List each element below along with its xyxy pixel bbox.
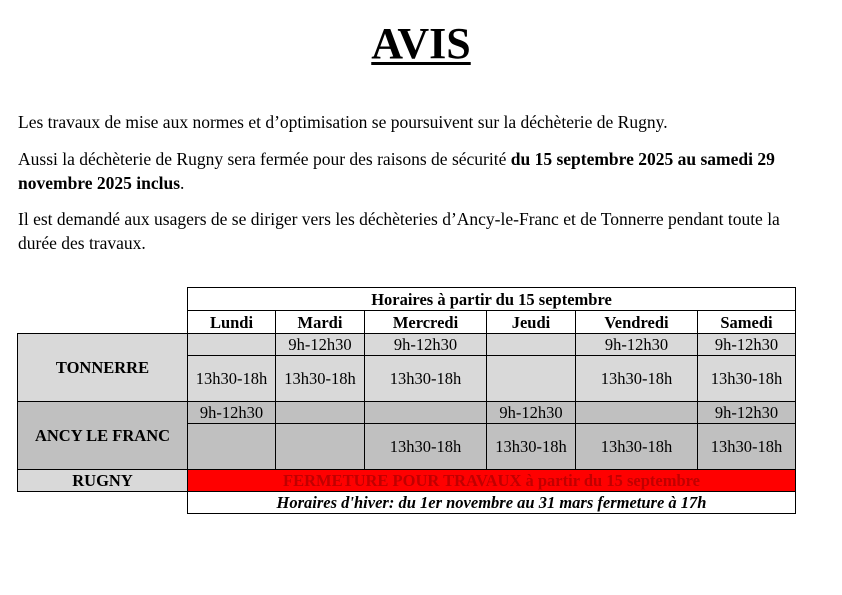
tonnerre-afternoon-vendredi: 13h30-18h: [576, 356, 698, 402]
page-title: AVIS: [371, 19, 471, 68]
day-mardi: Mardi: [276, 311, 365, 334]
tonnerre-morning-samedi: 9h-12h30: [698, 334, 796, 356]
ancy-afternoon-jeudi: 13h30-18h: [487, 424, 576, 470]
ancy-afternoon-mardi: [276, 424, 365, 470]
day-jeudi: Jeudi: [487, 311, 576, 334]
ancy-morning-lundi: 9h-12h30: [188, 402, 276, 424]
tonnerre-morning-mercredi: 9h-12h30: [365, 334, 487, 356]
tonnerre-morning-vendredi: 9h-12h30: [576, 334, 698, 356]
closure-dates: du 15 septembre 2025 au samedi 29 novembre 2025 inclus: [18, 149, 775, 193]
ancy-morning-mercredi: [365, 402, 487, 424]
ancy-morning-mardi: [276, 402, 365, 424]
closure-end: .: [180, 173, 185, 193]
tonnerre-morning-jeudi: [487, 334, 576, 356]
tonnerre-afternoon-lundi: 13h30-18h: [188, 356, 276, 402]
paragraph-redirect: Il est demandé aux usagers de se diriger vers les déchèteries d’Ancy-le-Franc et de Tonnerre pendant toute la durée des travaux.: [18, 209, 780, 253]
day-mercredi: Mercredi: [365, 311, 487, 334]
paragraph-closure: [18, 147, 818, 195]
tonnerre-afternoon-mardi: 13h30-18h: [276, 356, 365, 402]
day-vendredi: Vendredi: [576, 311, 698, 334]
tonnerre-afternoon-samedi: 13h30-18h: [698, 356, 796, 402]
ancy-afternoon-mercredi: 13h30-18h: [365, 424, 487, 470]
site-ancy-le-franc: ANCY LE FRANC: [18, 402, 188, 470]
winter-hours-note: Horaires d'hiver: du 1er novembre au 31 mars fermeture à 17h: [188, 492, 796, 514]
ancy-morning-jeudi: 9h-12h30: [487, 402, 576, 424]
ancy-morning-vendredi: [576, 402, 698, 424]
tonnerre-morning-lundi: [188, 334, 276, 356]
schedule-header: Horaires à partir du 15 septembre: [188, 288, 796, 311]
ancy-afternoon-samedi: 13h30-18h: [698, 424, 796, 470]
paragraph-works: Les travaux de mise aux normes et d’optimisation se poursuivent sur la déchèterie de Rugny.: [18, 112, 668, 132]
ancy-afternoon-vendredi: 13h30-18h: [576, 424, 698, 470]
day-lundi: Lundi: [188, 311, 276, 334]
tonnerre-morning-mardi: 9h-12h30: [276, 334, 365, 356]
tonnerre-afternoon-jeudi: [487, 356, 576, 402]
site-tonnerre: TONNERRE: [18, 334, 188, 402]
corner-blank-3: [18, 492, 188, 514]
corner-blank: [18, 288, 188, 311]
closure-text: Aussi la déchèterie de Rugny sera fermée pour des raisons de sécurité: [18, 149, 511, 169]
ancy-afternoon-lundi: [188, 424, 276, 470]
day-samedi: Samedi: [698, 311, 796, 334]
corner-blank-2: [18, 311, 188, 334]
rugny-closure-banner: FERMETURE POUR TRAVAUX à partir du 15 septembre: [188, 470, 796, 492]
tonnerre-afternoon-mercredi: 13h30-18h: [365, 356, 487, 402]
schedule-table: [17, 287, 796, 514]
ancy-morning-samedi: 9h-12h30: [698, 402, 796, 424]
site-rugny: RUGNY: [18, 470, 188, 492]
